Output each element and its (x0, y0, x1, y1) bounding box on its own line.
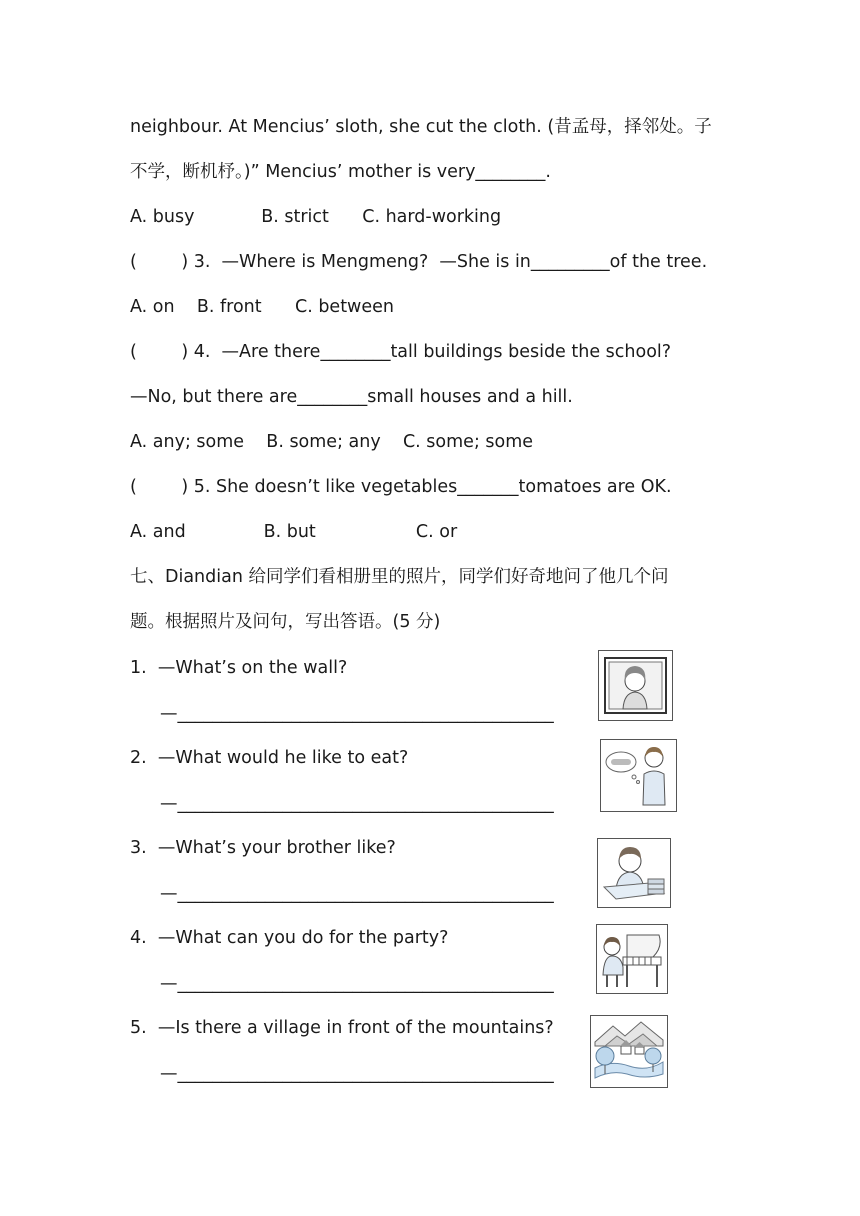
answer-line-1[interactable]: —___________________________________________ (160, 704, 554, 724)
section-7-title: 七、Diandian 给同学们看相册里的照片，同学们好奇地问了他几个问 (130, 567, 669, 587)
question-4-cont: —No, but there are________small houses and a hill. (130, 387, 573, 407)
photo-question-5: 5. —Is there a village in front of the mountains? (130, 1018, 554, 1038)
photo-question-2: 2. —What would he like to eat? (130, 748, 409, 768)
question-5: ( ) 5. She doesn’t like vegetables_______tomatoes are OK. (130, 477, 672, 497)
portrait-picture (598, 650, 673, 721)
boy-thinking-picture (600, 739, 677, 812)
question-4: ( ) 4. —Are there________tall buildings beside the school? (130, 342, 672, 362)
boy-studying-picture (597, 838, 671, 908)
boy-piano-picture (596, 924, 668, 994)
options-4: A. any; some B. some; any C. some; some (130, 432, 534, 452)
photo-question-4: 4. —What can you do for the party? (130, 928, 449, 948)
section-7-title-cont: 题。根据照片及问句，写出答语。(5 分) (130, 612, 441, 632)
answer-line-3[interactable]: —___________________________________________ (160, 884, 554, 904)
question-3: ( ) 3. —Where is Mengmeng? —She is in_________of the tree. (130, 252, 708, 272)
answer-line-4[interactable]: —___________________________________________ (160, 974, 554, 994)
line-1: neighbour. At Mencius’ sloth, she cut the cloth. (昔孟母，择邻处。子 (130, 117, 712, 137)
photo-question-1: 1. —What’s on the wall? (130, 658, 348, 678)
options-3: A. on B. front C. between (130, 297, 394, 317)
options-2: A. busy B. strict C. hard-working (130, 207, 502, 227)
photo-question-3: 3. —What’s your brother like? (130, 838, 396, 858)
answer-line-2[interactable]: —___________________________________________ (160, 794, 554, 814)
line-2: 不学，断机杼。)” Mencius’ mother is very________. (130, 162, 551, 182)
answer-line-5[interactable]: —___________________________________________ (160, 1064, 554, 1084)
mountain-village-picture (590, 1015, 668, 1088)
options-5: A. and B. but C. or (130, 522, 458, 542)
